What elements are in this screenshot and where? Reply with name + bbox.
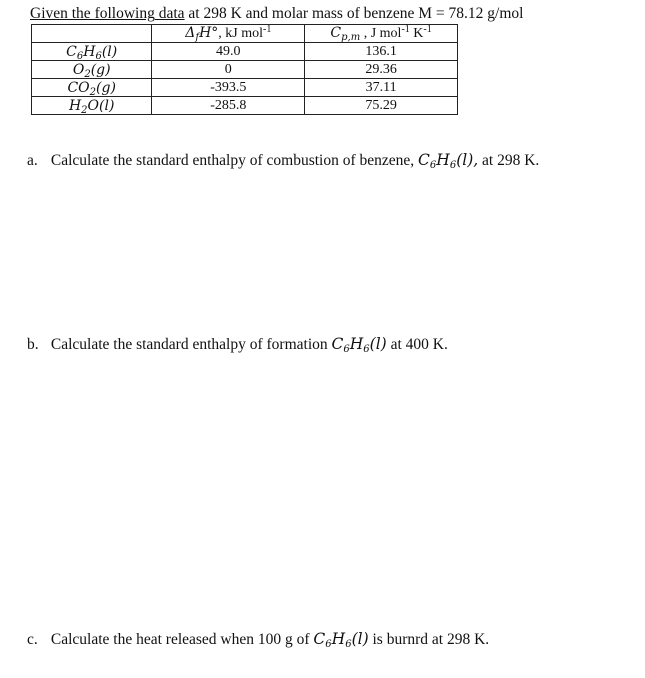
question-text-end: is burnrd at 298 K. [368,631,490,648]
question-c [27,630,489,649]
thermo-data-table [31,24,458,115]
enthalpy-cell: -393.5 [152,79,305,97]
question-b [27,335,448,354]
question-text: Calculate the heat released when 100 g of [50,631,314,648]
header-underlined-text: Given the following data [30,5,185,22]
table-row [32,43,458,61]
chemical-formula: $C_6H_6(l)$ [313,630,369,650]
table-row [32,61,458,79]
chemical-formula: $C_6H_6(l)$ [331,335,387,355]
species-cell: $CO_2(g)$ [32,79,152,97]
species-header [32,25,152,43]
species-cell: $C_6H_6(l)$ [32,43,152,61]
question-text-end: at 298 K. [478,152,540,169]
header-rest-text: at 298 K and molar mass of benzene M = 78.12 g/mol [184,5,524,22]
chemical-formula: $C_6H_6(l)$, [418,151,479,171]
question-text: Calculate the standard enthalpy of formation [50,336,332,353]
enthalpy-cell: 49.0 [152,43,305,61]
table-header-row [32,25,458,43]
question-label: c. [27,631,38,648]
heat-capacity-cell: 75.29 [305,97,458,115]
enthalpy-cell: 0 [152,61,305,79]
heat-capacity-header: $C_{p,m}$ , J mol$^{-1}$ $K^{-1}$ [305,25,458,43]
question-text-end: at 400 K. [386,336,448,353]
heat-capacity-cell: 37.11 [305,79,458,97]
table-row [32,79,458,97]
question-text: Calculate the standard enthalpy of combustion of benzene, [50,152,419,169]
heat-capacity-cell: 29.36 [305,61,458,79]
question-a [27,151,539,170]
question-label: b. [27,336,39,353]
species-cell: $H_2O(l)$ [32,97,152,115]
table-row [32,97,458,115]
species-cell: $O_2(g)$ [32,61,152,79]
heat-capacity-cell: 136.1 [305,43,458,61]
problem-header [30,5,523,23]
enthalpy-cell: -285.8 [152,97,305,115]
enthalpy-header: $\Delta_fH^\circ$, kJ mol$^{-1}$ [152,25,305,43]
question-label: a. [27,152,38,169]
